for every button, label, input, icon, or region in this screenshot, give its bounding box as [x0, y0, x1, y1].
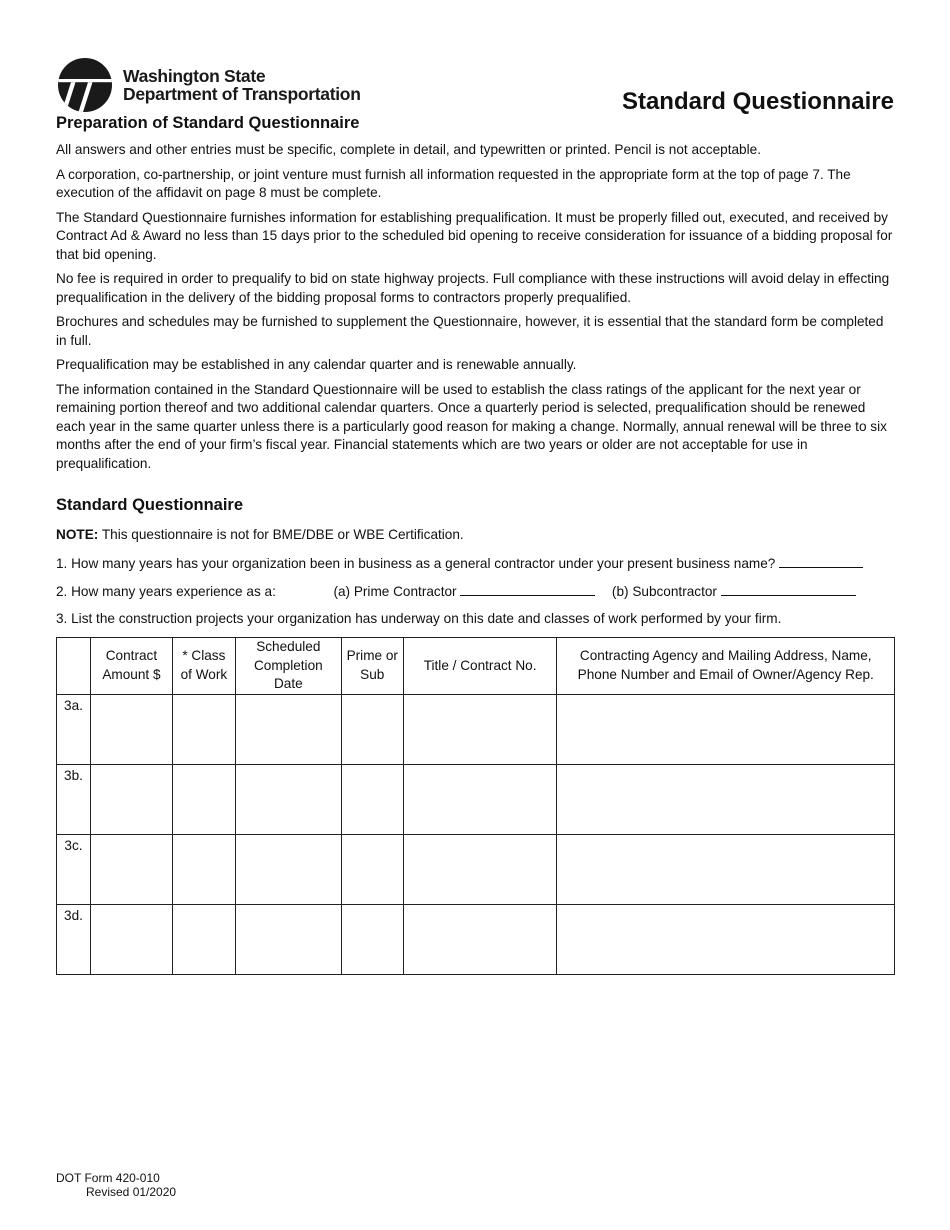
form-footer: [56, 1171, 176, 1199]
instruction-paragraph: The Standard Questionnaire furnishes information for establishing prequalification. It must be properly filled out, executed, and received by Contract Ad & Award no less than 15 days prior to the scheduled bid opening to receive consideration for issuance of a bidding proposal for that bid opening.: [56, 209, 893, 262]
instruction-paragraph: A corporation, co-partnership, or joint venture must furnish all information requested in the appropriate form at the top of page 7. The execution of the affidavit on page 8 must be complete.: [56, 166, 851, 200]
contract-amount-cell[interactable]: [90, 904, 172, 974]
preparation-heading: Preparation of Standard Questionnaire: [56, 114, 360, 132]
question-1: [56, 554, 863, 573]
table-header-row: [57, 638, 895, 695]
subcontractor-label: (b) Subcontractor: [611, 584, 717, 599]
table-row: [57, 904, 895, 974]
row-label: 3a.: [57, 694, 91, 764]
class-of-work-cell[interactable]: [172, 764, 235, 834]
revision-date: Revised 01/2020: [86, 1185, 177, 1199]
instruction-paragraph: The information contained in the Standard Questionnaire will be used to establish the class ratings of the applicant for the next year or remaining portion thereof and two additional calendar quarters. Once a quarterly period is selected, prequalification should be renewed each year in the same quarter unless there is a particularly good reason for making a change. Normally, annual renewal will be three to six months after the end of your firm’s fiscal year. Financial statements which are two years or older are not acceptable for use in prequalification.: [56, 381, 887, 471]
completion-date-cell[interactable]: [235, 834, 341, 904]
instruction-paragraph: No fee is required in order to prequalify to bid on state highway projects. Full compliance with these instructions will avoid delay in effecting prequalification in the delivery of the bidding proposal forms to contractors properly prequalified.: [56, 271, 890, 305]
prime-or-sub-cell[interactable]: [341, 904, 403, 974]
title-contract-no-cell[interactable]: [403, 694, 557, 764]
row-label: 3c.: [57, 834, 91, 904]
column-header-row-label: [57, 638, 91, 695]
class-of-work-cell[interactable]: [172, 694, 235, 764]
question-2: [56, 582, 856, 601]
completion-date-cell[interactable]: [235, 904, 341, 974]
contract-amount-cell[interactable]: [90, 764, 172, 834]
class-of-work-cell[interactable]: [172, 904, 235, 974]
question-1-text: 1. How many years has your organization been in business as a general contractor under your present business name?: [56, 556, 776, 571]
contract-amount-cell[interactable]: [90, 694, 172, 764]
row-label: 3d.: [57, 904, 91, 974]
agency-name-line2: Department of Transportation: [123, 84, 361, 104]
preparation-instructions: [56, 141, 896, 479]
contracting-agency-cell[interactable]: [557, 764, 895, 834]
contracting-agency-cell[interactable]: [557, 904, 895, 974]
agency-name-line1: Washington State: [123, 66, 266, 86]
instruction-paragraph: Prequalification may be established in any calendar quarter and is renewable annually.: [56, 357, 577, 372]
document-title: Standard Questionnaire: [621, 88, 894, 115]
prime-or-sub-cell[interactable]: [341, 764, 403, 834]
questionnaire-heading: Standard Questionnaire: [56, 496, 244, 514]
prime-or-sub-cell[interactable]: [341, 694, 403, 764]
column-header-class-of-work: * Class of Work: [172, 638, 235, 695]
column-header-completion-date: Scheduled Completion Date: [235, 638, 341, 695]
agency-name: [123, 67, 361, 103]
instruction-paragraph: All answers and other entries must be specific, complete in detail, and typewritten or printed. Pencil is not acceptable.: [56, 142, 761, 157]
subcontractor-years-field[interactable]: [721, 582, 856, 596]
instruction-paragraph: Brochures and schedules may be furnished to supplement the Questionnaire, however, it is essential that the standard form be completed in full.: [56, 314, 884, 348]
note-label: NOTE:: [56, 527, 99, 542]
years-in-business-field[interactable]: [779, 554, 863, 568]
title-contract-no-cell[interactable]: [403, 834, 557, 904]
class-of-work-cell[interactable]: [172, 834, 235, 904]
prime-contractor-label: (a) Prime Contractor: [333, 584, 457, 599]
contract-amount-cell[interactable]: [90, 834, 172, 904]
row-label: 3b.: [57, 764, 91, 834]
table-row: [57, 834, 895, 904]
prime-or-sub-cell[interactable]: [341, 834, 403, 904]
completion-date-cell[interactable]: [235, 694, 341, 764]
form-number: DOT Form 420-010: [56, 1171, 160, 1185]
column-header-contracting-agency: Contracting Agency and Mailing Address, Name, Phone Number and Email of Owner/Agency Rep.: [557, 638, 895, 695]
table-row: [57, 764, 895, 834]
question-2-text: 2. How many years experience as a:: [56, 584, 276, 599]
contracting-agency-cell[interactable]: [557, 834, 895, 904]
questionnaire-note: [56, 526, 464, 544]
title-contract-no-cell[interactable]: [403, 904, 557, 974]
wsdot-logo-icon: [57, 58, 113, 112]
table-row: [57, 694, 895, 764]
note-text: This questionnaire is not for BME/DBE or WBE Certification.: [98, 527, 464, 542]
contracting-agency-cell[interactable]: [557, 694, 895, 764]
column-header-title-contract-no: Title / Contract No.: [403, 638, 557, 695]
column-header-prime-or-sub: Prime or Sub: [341, 638, 403, 695]
prime-contractor-years-field[interactable]: [460, 582, 595, 596]
question-3: 3. List the construction projects your organization has underway on this date and classes of work performed by your firm.: [56, 611, 782, 626]
column-header-contract-amount: Contract Amount $: [90, 638, 172, 695]
completion-date-cell[interactable]: [235, 764, 341, 834]
wsdot-logo: [57, 58, 361, 112]
projects-table: [56, 637, 895, 975]
title-contract-no-cell[interactable]: [403, 764, 557, 834]
